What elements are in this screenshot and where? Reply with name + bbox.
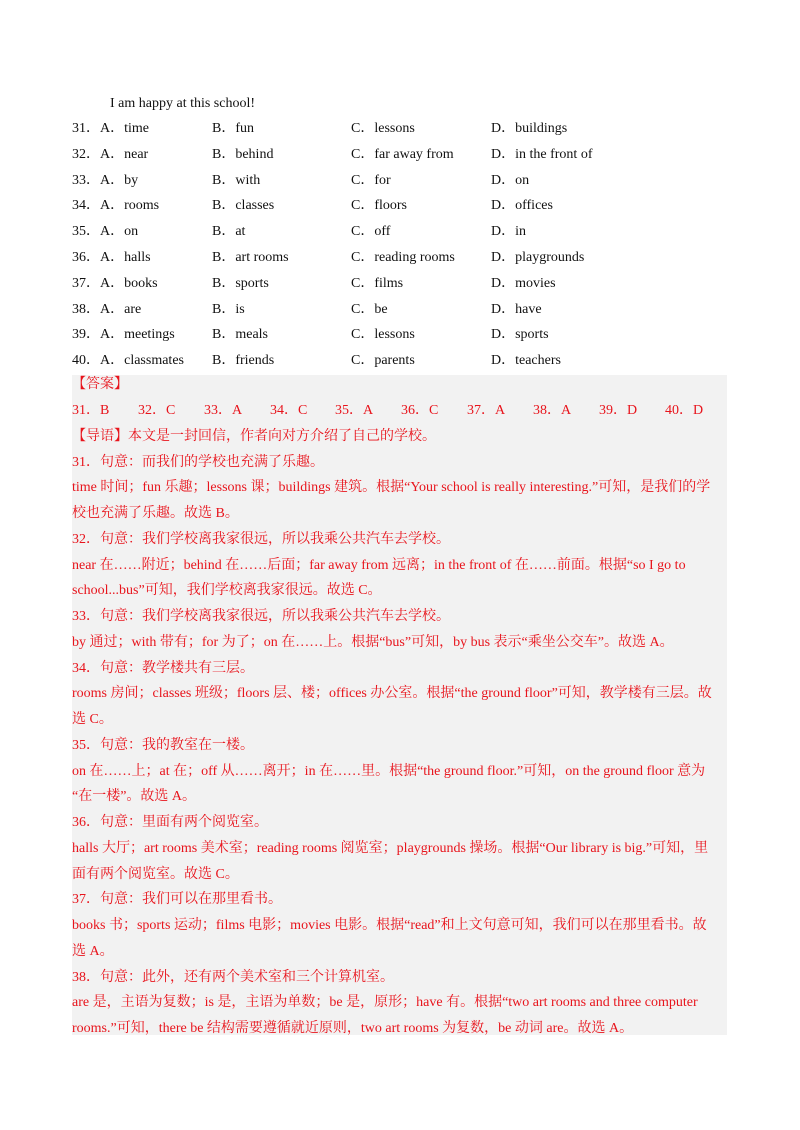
q-num: 31． [72, 121, 100, 136]
guide-text: 【导语】本文是一封回信，作者向对方介绍了自己的学校。 [72, 429, 436, 444]
answer-key: 35．A [335, 403, 374, 418]
question-37 [72, 274, 732, 294]
q32-meaning: 32．句意：我们学校离我家很远，所以我乘公共汽车去学校。 [72, 532, 450, 547]
q34-explanation-cont: 选 C。 [72, 712, 113, 727]
option-a: A．are [100, 302, 142, 317]
q35-explanation-cont: “在一楼”。故选 A。 [72, 789, 197, 804]
question-33 [72, 171, 732, 191]
option-a: A．on [100, 224, 139, 239]
option-c: C．films [351, 276, 404, 291]
question-35 [72, 222, 732, 242]
q37-explanation: books 书；sports 运动；films 电影；movies 电影。根据“read”和上文句意可知，我们可以在那里看书。故 [72, 918, 707, 933]
question-36 [72, 248, 732, 268]
q-num: 36． [72, 250, 100, 265]
option-c: C．off [351, 224, 391, 239]
q34-meaning: 34．句意：教学楼共有三层。 [72, 661, 254, 676]
option-a: A．by [100, 173, 139, 188]
option-d: D．offices [491, 198, 553, 213]
q36-meaning: 36．句意：里面有两个阅览室。 [72, 815, 268, 830]
q33-explanation: by 通过；with 带有；for 为了；on 在……上。根据“bus”可知，by bus 表示“乘坐公交车”。故选 A。 [72, 635, 674, 650]
q36-explanation: halls 大厅；art rooms 美术室；reading rooms 阅览室；playgrounds 操场。根据“Our library is big.”可知，里 [72, 841, 709, 856]
option-b: B．classes [212, 198, 275, 213]
q38-explanation-cont: rooms.”可知，there be 结构需要遵循就近原则，two art rooms 为复数，be 动词 are。故选 A。 [72, 1021, 634, 1036]
answer-key: 37．A [467, 403, 506, 418]
q33-meaning: 33．句意：我们学校离我家很远，所以我乘公共汽车去学校。 [72, 609, 450, 624]
option-c: C．floors [351, 198, 407, 213]
answer-title: 【答案】 [72, 377, 128, 392]
q-num: 38． [72, 302, 100, 317]
option-c: C．parents [351, 353, 415, 368]
option-b: B．with [212, 173, 261, 188]
q38-explanation: are 是，主语为复数；is 是，主语为单数；be 是，原形；have 有。根据“two art rooms and three computer [72, 995, 698, 1010]
option-d: D．sports [491, 327, 549, 342]
q-num: 32． [72, 147, 100, 162]
answer-key: 40．D [665, 403, 704, 418]
option-c: C．lessons [351, 121, 415, 136]
q34-explanation: rooms 房间；classes 班级；floors 层、楼；offices 办公室。根据“the ground floor”可知，教学楼有三层。故 [72, 686, 712, 701]
question-39 [72, 325, 732, 345]
q-num: 34． [72, 198, 100, 213]
answer-key: 39．D [599, 403, 638, 418]
option-d: D．teachers [491, 353, 561, 368]
answer-key: 34．C [270, 403, 308, 418]
question-34 [72, 196, 732, 216]
option-b: B．is [212, 302, 245, 317]
question-32 [72, 145, 732, 165]
question-31 [72, 119, 732, 139]
option-d: D．buildings [491, 121, 568, 136]
q-num: 40． [72, 353, 100, 368]
q35-meaning: 35．句意：我的教室在一楼。 [72, 738, 254, 753]
q35-explanation: on 在……上；at 在；off 从……离开；in 在……里。根据“the ground floor.”可知，on the ground floor 意为 [72, 764, 706, 779]
option-a: A．near [100, 147, 149, 162]
q31-explanation-cont: 校也充满了乐趣。故选 B。 [72, 506, 239, 521]
q32-explanation-cont: school...bus”可知，我们学校离我家很远。故选 C。 [72, 583, 382, 598]
option-d: D．in the front of [491, 147, 593, 162]
option-c: C．lessons [351, 327, 415, 342]
option-b: B．behind [212, 147, 274, 162]
option-c: C．be [351, 302, 388, 317]
option-b: B．friends [212, 353, 275, 368]
option-b: B．art rooms [212, 250, 289, 265]
option-b: B．at [212, 224, 246, 239]
option-a: A．halls [100, 250, 151, 265]
q31-explanation: time 时间；fun 乐趣；lessons 课；buildings 建筑。根据“Your school is really interesting.”可知，是我们的学 [72, 480, 711, 495]
option-d: D．movies [491, 276, 556, 291]
passage-last-line: I am happy at this school! [110, 96, 256, 111]
q-num: 33． [72, 173, 100, 188]
option-c: C．reading rooms [351, 250, 455, 265]
q38-meaning: 38．句意：此外，还有两个美术室和三个计算机室。 [72, 970, 394, 985]
question-38 [72, 300, 732, 320]
answer-key: 36．C [401, 403, 439, 418]
option-a: A．time [100, 121, 149, 136]
q36-explanation-cont: 面有两个阅览室。故选 C。 [72, 867, 239, 882]
option-d: D．have [491, 302, 542, 317]
question-40 [72, 351, 732, 371]
option-a: A．books [100, 276, 158, 291]
option-b: B．fun [212, 121, 254, 136]
q37-meaning: 37．句意：我们可以在那里看书。 [72, 892, 282, 907]
q37-explanation-cont: 选 A。 [72, 944, 114, 959]
q-num: 39． [72, 327, 100, 342]
option-d: D．in [491, 224, 526, 239]
q32-explanation: near 在……附近；behind 在……后面；far away from 远离；in the front of 在……前面。根据“so I go to [72, 558, 686, 573]
answer-key: 31．B [72, 403, 110, 418]
option-c: C．for [351, 173, 391, 188]
option-b: B．meals [212, 327, 268, 342]
option-a: A．rooms [100, 198, 160, 213]
q31-meaning: 31．句意：而我们的学校也充满了乐趣。 [72, 455, 324, 470]
answer-key: 32．C [138, 403, 176, 418]
option-a: A．meetings [100, 327, 175, 342]
answer-key: 38．A [533, 403, 572, 418]
option-d: D．on [491, 173, 530, 188]
q-num: 35． [72, 224, 100, 239]
option-b: B．sports [212, 276, 269, 291]
option-a: A．classmates [100, 353, 184, 368]
answer-key: 33．A [204, 403, 243, 418]
q-num: 37． [72, 276, 100, 291]
option-c: C．far away from [351, 147, 454, 162]
option-d: D．playgrounds [491, 250, 585, 265]
answer-keys [72, 398, 727, 424]
